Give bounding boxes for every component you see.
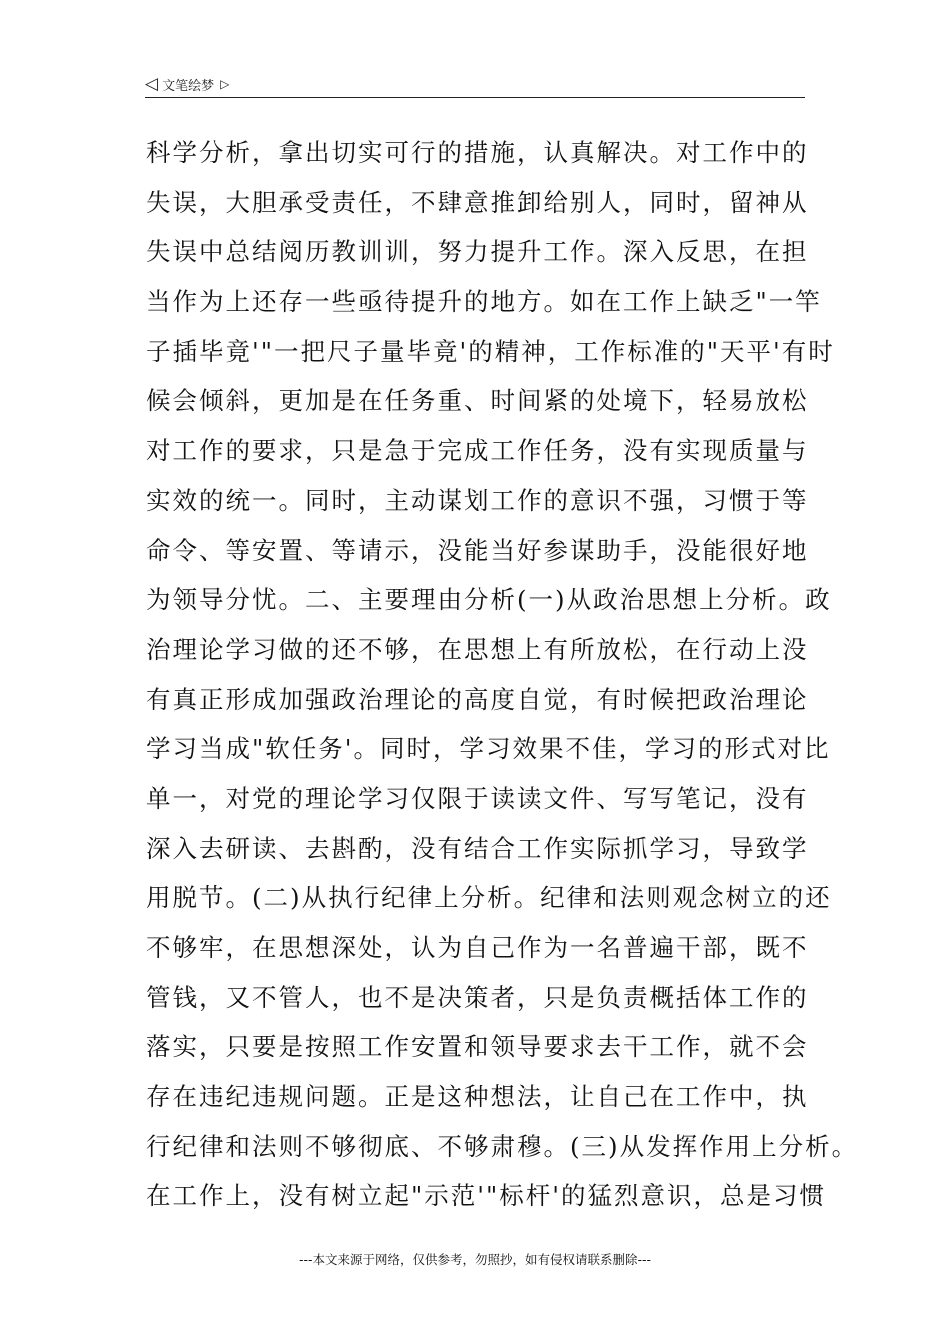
text-line: 落实，只要是按照工作安置和领导要求去干工作，就不会 — [146, 1032, 809, 1062]
body-text — [146, 128, 859, 1221]
text-line: 科学分析，拿出切实可行的措施，认真解决。对工作中的 — [146, 138, 809, 167]
text-line: 命令、等安置、等请示，没能当好参谋助手，没能很好地 — [146, 535, 809, 565]
page-footer: ---本文来源于网络，仅供参考，勿照抄，如有侵权请联系删除--- — [298, 1252, 652, 1267]
text-line: 失误中总结阅历教训训，努力提升工作。深入反思，在担 — [146, 237, 809, 267]
text-line: 不够牢，在思想深处，认为自己作为一名普遍干部，既不 — [146, 933, 809, 962]
text-line: 为领导分忧。二、主要理由分析(一)从政治思想上分析。政 — [146, 585, 832, 615]
text-line: 深入去研读、去斟酌，没有结合工作实际抓学习，导致学 — [146, 833, 809, 863]
text-line: 对工作的要求，只是急于完成工作任务，没有实现质量与 — [146, 436, 809, 466]
text-line: 治理论学习做的还不够，在思想上有所放松，在行动上没 — [146, 634, 809, 664]
header-title: 文笔绘梦 — [162, 78, 215, 94]
text-line: 失误，大胆承受责任，不肆意推卸给别人，同时，留神从 — [146, 187, 809, 217]
text-line: 子插毕竟'"一把尺子量毕竟'的精神，工作标准的"天平'有时 — [146, 336, 835, 366]
text-line: 当作为上还存一些亟待提升的地方。如在工作上缺乏"一竿 — [146, 287, 822, 317]
page-header — [145, 70, 805, 98]
text-line: 在工作上，没有树立起"示范'"标杆'的猛烈意识，总是习惯 — [146, 1181, 827, 1211]
text-line: 有真正形成加强政治理论的高度自觉，有时候把政治理论 — [146, 684, 809, 714]
text-line: 候会倾斜，更加是在任务重、时间紧的处境下，轻易放松 — [146, 386, 809, 416]
text-line: 单一，对党的理论学习仅限于读读文件、写写笔记，没有 — [146, 783, 809, 813]
text-line: 学习当成"软任务'。同时，学习效果不佳，学习的形式对比 — [146, 734, 831, 764]
text-line: 行纪律和法则不够彻底、不够肃穆。(三)从发挥作用上分析。 — [146, 1131, 859, 1161]
text-line: 管钱，又不管人，也不是决策者，只是负责概括体工作的 — [146, 982, 809, 1012]
text-line: 存在违纪违规问题。正是这种想法，让自己在工作中，执 — [146, 1082, 809, 1112]
triangle-right-icon: ▷ — [220, 77, 230, 91]
text-line: 实效的统一。同时，主动谋划工作的意识不强，习惯于等 — [146, 485, 809, 515]
triangle-left-icon: ◁ — [145, 74, 159, 94]
text-line: 用脱节。(二)从执行纪律上分析。纪律和法则观念树立的还 — [146, 883, 832, 913]
header-divider — [145, 97, 805, 98]
